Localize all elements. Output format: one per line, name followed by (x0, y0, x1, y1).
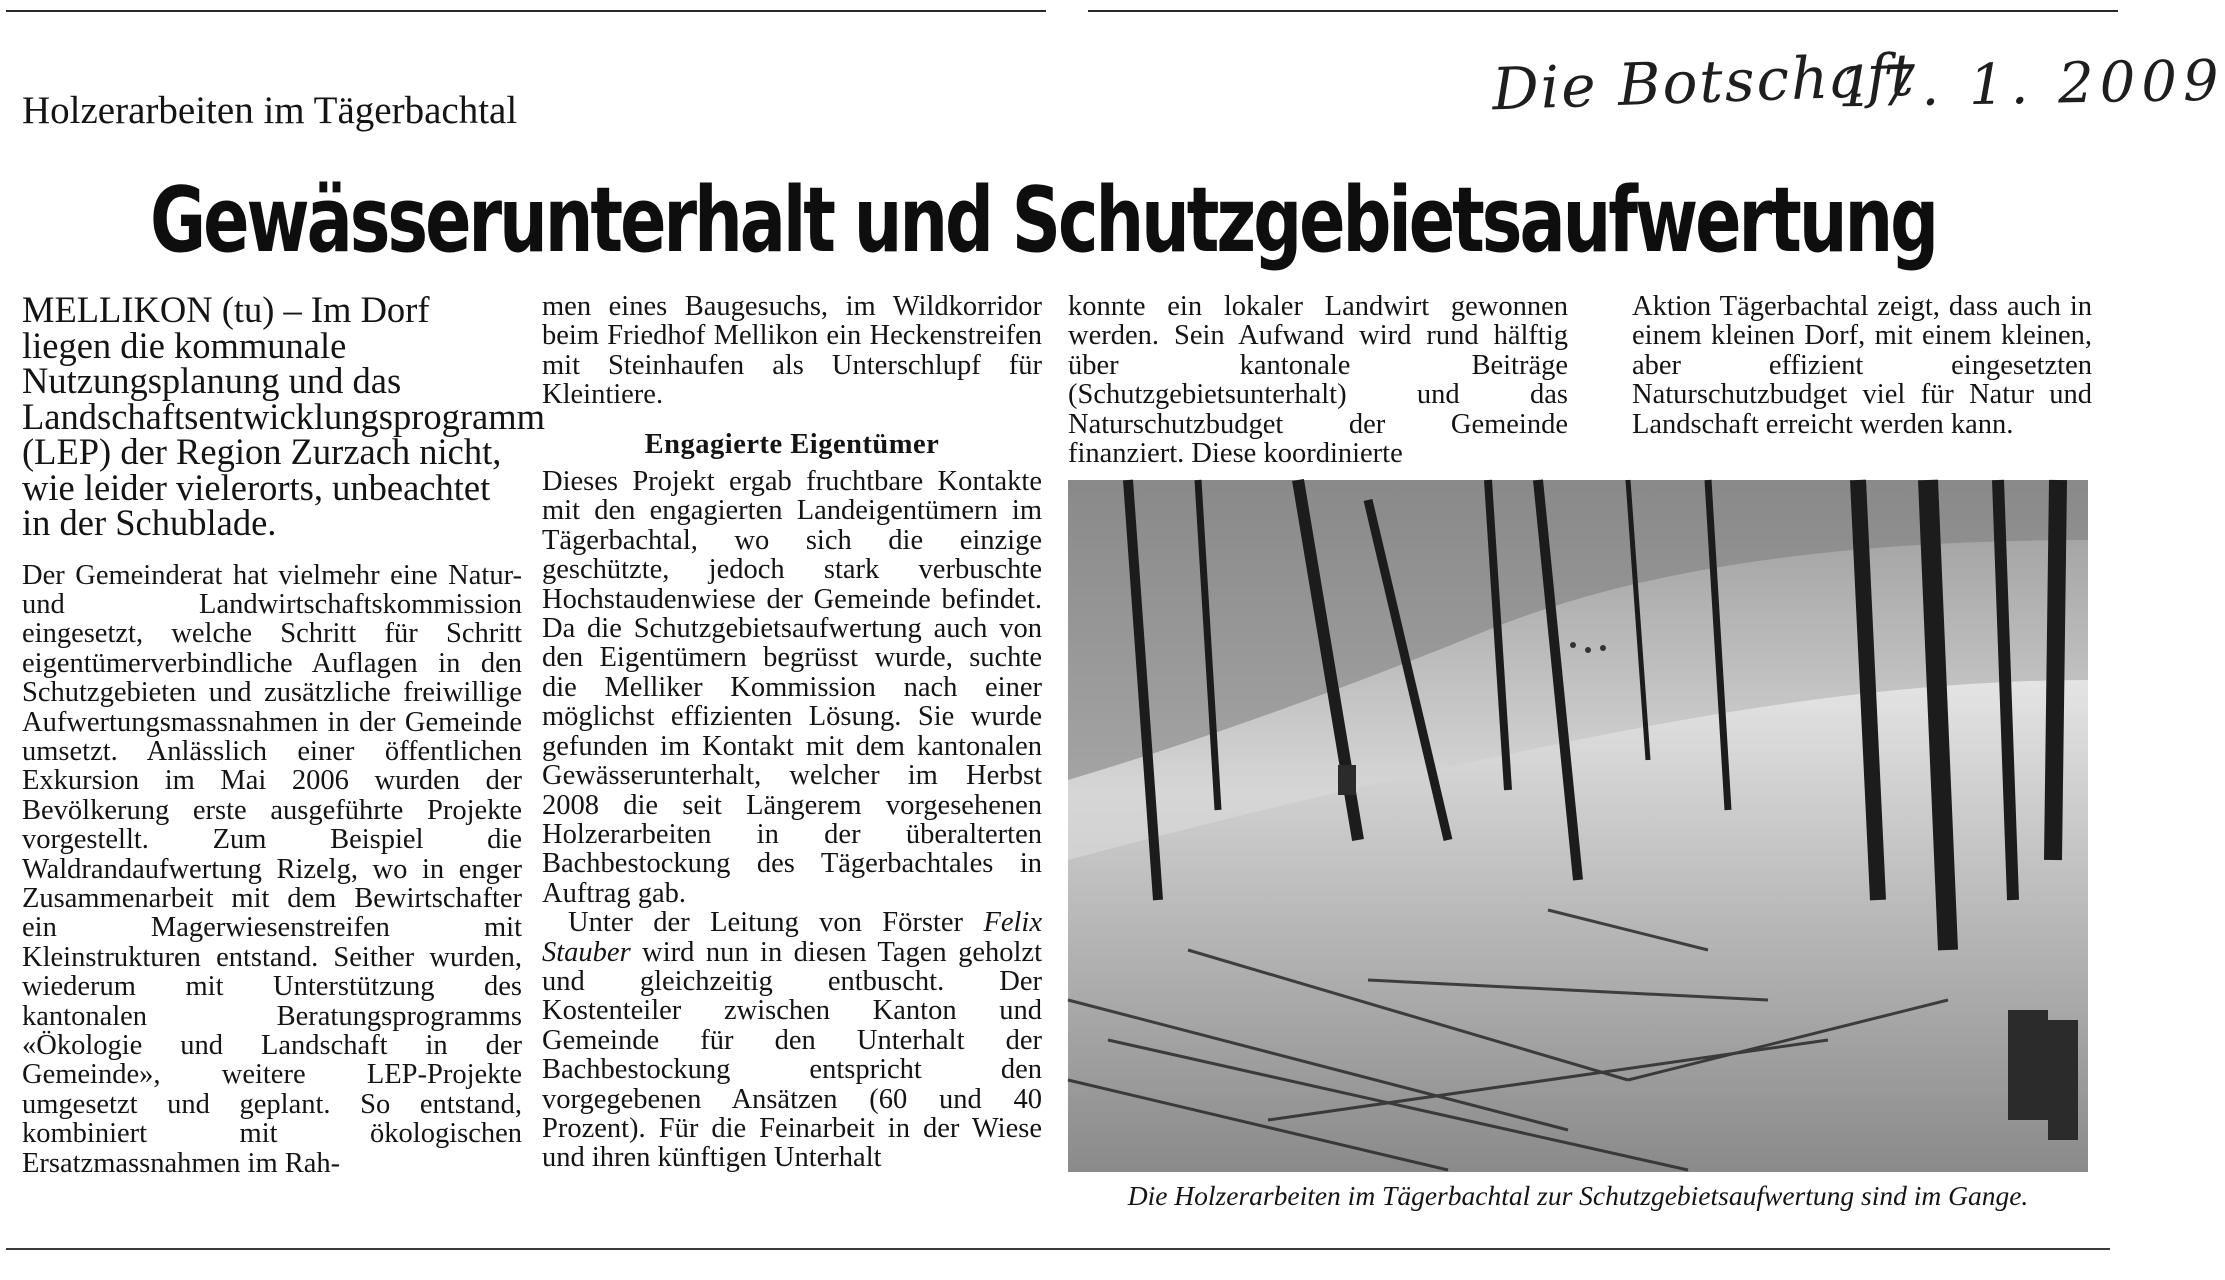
p3-rest: wird nun in diesen Tagen geholzt und gleichzeitig entbuscht. Der Kostenteiler zwischen Kanton und Gemeinde für den Unterhalt der Bachbestockung entspricht den vorgegebenen Ansätzen (60 und 40 Prozent). Für die Feinarbeit in der Wiese und ihren künftigen Unterhalt (542, 936, 1042, 1174)
top-rule-right (1088, 10, 2118, 12)
handwritten-source: Die Botschaft (1490, 40, 1917, 124)
top-rule-left (6, 10, 1046, 12)
p3-intro: Unter der Leitung von Förster (568, 907, 984, 939)
forest-photo (1068, 480, 2088, 1172)
body-paragraph-2: Dieses Projekt ergab fruchtbare Kontakte mit den engagierten Landeigentümern im Tägerbachtal, wo sich die einzige geschützte, jedoch stark verbuschte Hochstaudenwiese der Gemeinde befindet. Da die Schutzgebietsaufwertung auch von den Eigentümern begrüsst wurde, suchte die Melliker Kommission nach einer möglichst effizienten Lösung. Sie wurde gefunden im Kontakt mit dem kantonalen Gewässerunterhalt, welcher im Herbst 2008 die seit Längerem vorgesehenen Holzerarbeiten in der überalterten Bachbestockung des Tägerbachtales in Auftrag gab. (542, 466, 1042, 909)
body-paragraph-1-continued: men eines Baugesuchs, im Wildkorridor beim Friedhof Mellikon ein Heckenstreifen mit Steinhaufen als Unterschlupf für Kleintiere. (542, 291, 1042, 411)
photo-caption: Die Holzerarbeiten im Tägerbachtal zur Schutzgebietsaufwertung sind im Gange. (1127, 1180, 2029, 1211)
column-4 (1632, 292, 2092, 439)
handwritten-date: 17. 1. 2009 (1837, 48, 2225, 121)
column-1 (22, 289, 546, 1179)
body-paragraph-4: Aktion Tägerbachtal zeigt, dass auch in einem kleinen Dorf, mit einem kleinen, aber effizient eingesetzten Naturschutzbudget viel für Natur und Landschaft erreicht werden kann. (1632, 291, 2092, 440)
forest-photo-drawing (1068, 480, 2088, 1172)
article-kicker: Holzerarbeiten im Tägerbachtal (22, 89, 518, 132)
column-3 (1068, 292, 1568, 468)
bottom-rule (6, 1248, 2110, 1250)
body-paragraph-1: Der Gemeinderat hat vielmehr eine Natur- und Landwirtschaftskommission eingesetzt, welche Schritt für Schritt eigentümerverbindliche Auflagen in den Schutzgebieten und zusätzliche freiwillige Aufwertungsmassnahmen in der Gemeinde umsetzt. Anlässlich einer öffentlichen Exkursion im Mai 2006 wurden der Bevölkerung erste ausgeführte Projekte vorgestellt. Zum Beispiel die Waldrandaufwertung Rizelg, wo in enger Zusammenarbeit mit dem Bewirtschafter ein Magerwiesenstreifen mit Kleinstrukturen entstand. Seither wurden, wiederum mit Unterstützung des kantonalen Beratungsprogramms «Ökologie und Landschaft in der Gemeinde», weitere LEP-Projekte umgesetzt und geplant. So entstand, kombiniert mit ökologischen Ersatzmassnahmen im Rah- (22, 559, 522, 1179)
article-headline: Gewässerunterhalt und Schutzgebietsaufwertung (150, 168, 1937, 273)
subhead: Engagierte Eigentümer (644, 428, 940, 460)
forester-name: Felix Stauber (542, 907, 1042, 968)
body-paragraph-3-continued: konnte ein lokaler Landwirt gewonnen werden. Sein Aufwand wird rund hälftig über kantonale Beiträge (Schutzgebietsunterhalt) und das Naturschutzbudget der Gemeinde finanziert. Diese koordinierte (1068, 291, 1568, 470)
column-2 (542, 292, 1042, 1172)
body-paragraph-3 (542, 908, 1042, 1173)
lead-paragraph: MELLIKON (tu) – Im Dorf liegen die kommunale Nutzungsplanung und das Landschaftsentwicklungsprogramm (LEP) der Region Zurzach nicht, wie leider vielerorts, unbeachtet in der Schublade. (22, 289, 546, 543)
